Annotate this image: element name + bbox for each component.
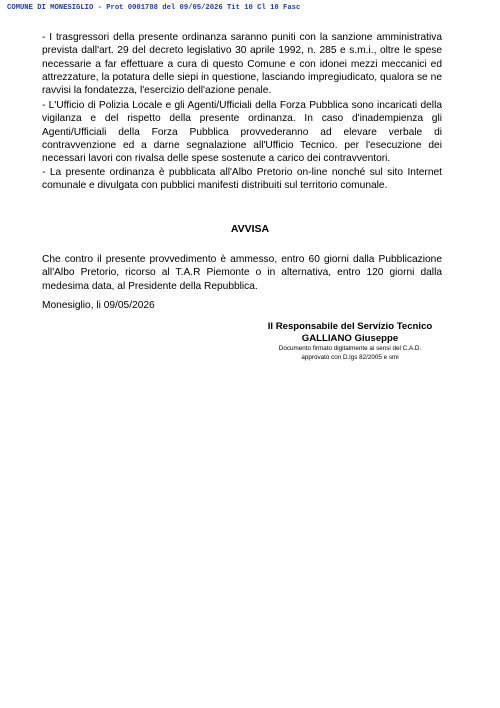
place-date: Monesiglio, li 09/05/2026: [42, 300, 155, 311]
paragraph-sanctions: - I trasgressori della presente ordinanza saranno puniti con la sanzione amministrativa prevista dall'art. 29 del decreto legislativo 30 aprile 1992, n. 285 e s.m.i., oltre le spese necessarie a far effettuare a cura di questo Comune e con idonei mezzi meccanici ed attrezzature, la potatura delle siepi in questione, lasciando impregiudicato, qualora se ne ravvisi la fondatezza, l'esercizio dell'azione penale.: [42, 32, 442, 97]
digital-signature-note-line1: Documento firmato digitalmente ai sensi del C.A.D.: [278, 345, 422, 352]
paragraph-appeal-notice: Che contro il presente provvedimento è ammesso, entro 60 giorni dalla Pubblicazione all'Albo Pretorio, ricorso al T.A.R Piemonte o in alternativa, entro 120 giorni dalla medesima data, al Presidente della Repubblica.: [42, 254, 442, 292]
signatory-role: Il Responsabile del Servizio Tecnico: [267, 321, 433, 332]
digital-signature-note-line2: approvato con D.lgs 82/2005 e smi: [301, 354, 399, 361]
protocol-stamp: COMUNE DI MONESIGLIO - Prot 0001788 del 09/05/2026 Tit 10 Cl 10 Fasc: [7, 4, 301, 12]
paragraph-publication: - La presente ordinanza è pubblicata all'Albo Pretorio on-line nonché sul sito Internet comunale e divulgata con pubblici manifesti distribuiti sul territorio comunale.: [42, 167, 442, 192]
section-heading: AVVISA: [230, 223, 270, 235]
paragraph-enforcement: - L'Ufficio di Polizia Locale e gli Agenti/Ufficiali della Forza Pubblica sono incaricati della vigilanza e del rispetto della presente ordinanza. In caso d'inadempienza gli Agenti/Ufficiali della Forza Pubblica provvederanno ad elevare verbale di contravvenzione ed a darne segnalazione all'Ufficio Tecnico. per l'esecuzione dei necessari lavori con rivalsa delle spese sostenute a carico dei contravventori.: [42, 100, 442, 165]
signature-block: [255, 321, 445, 362]
signatory-name: GALLIANO Giuseppe: [301, 332, 399, 344]
